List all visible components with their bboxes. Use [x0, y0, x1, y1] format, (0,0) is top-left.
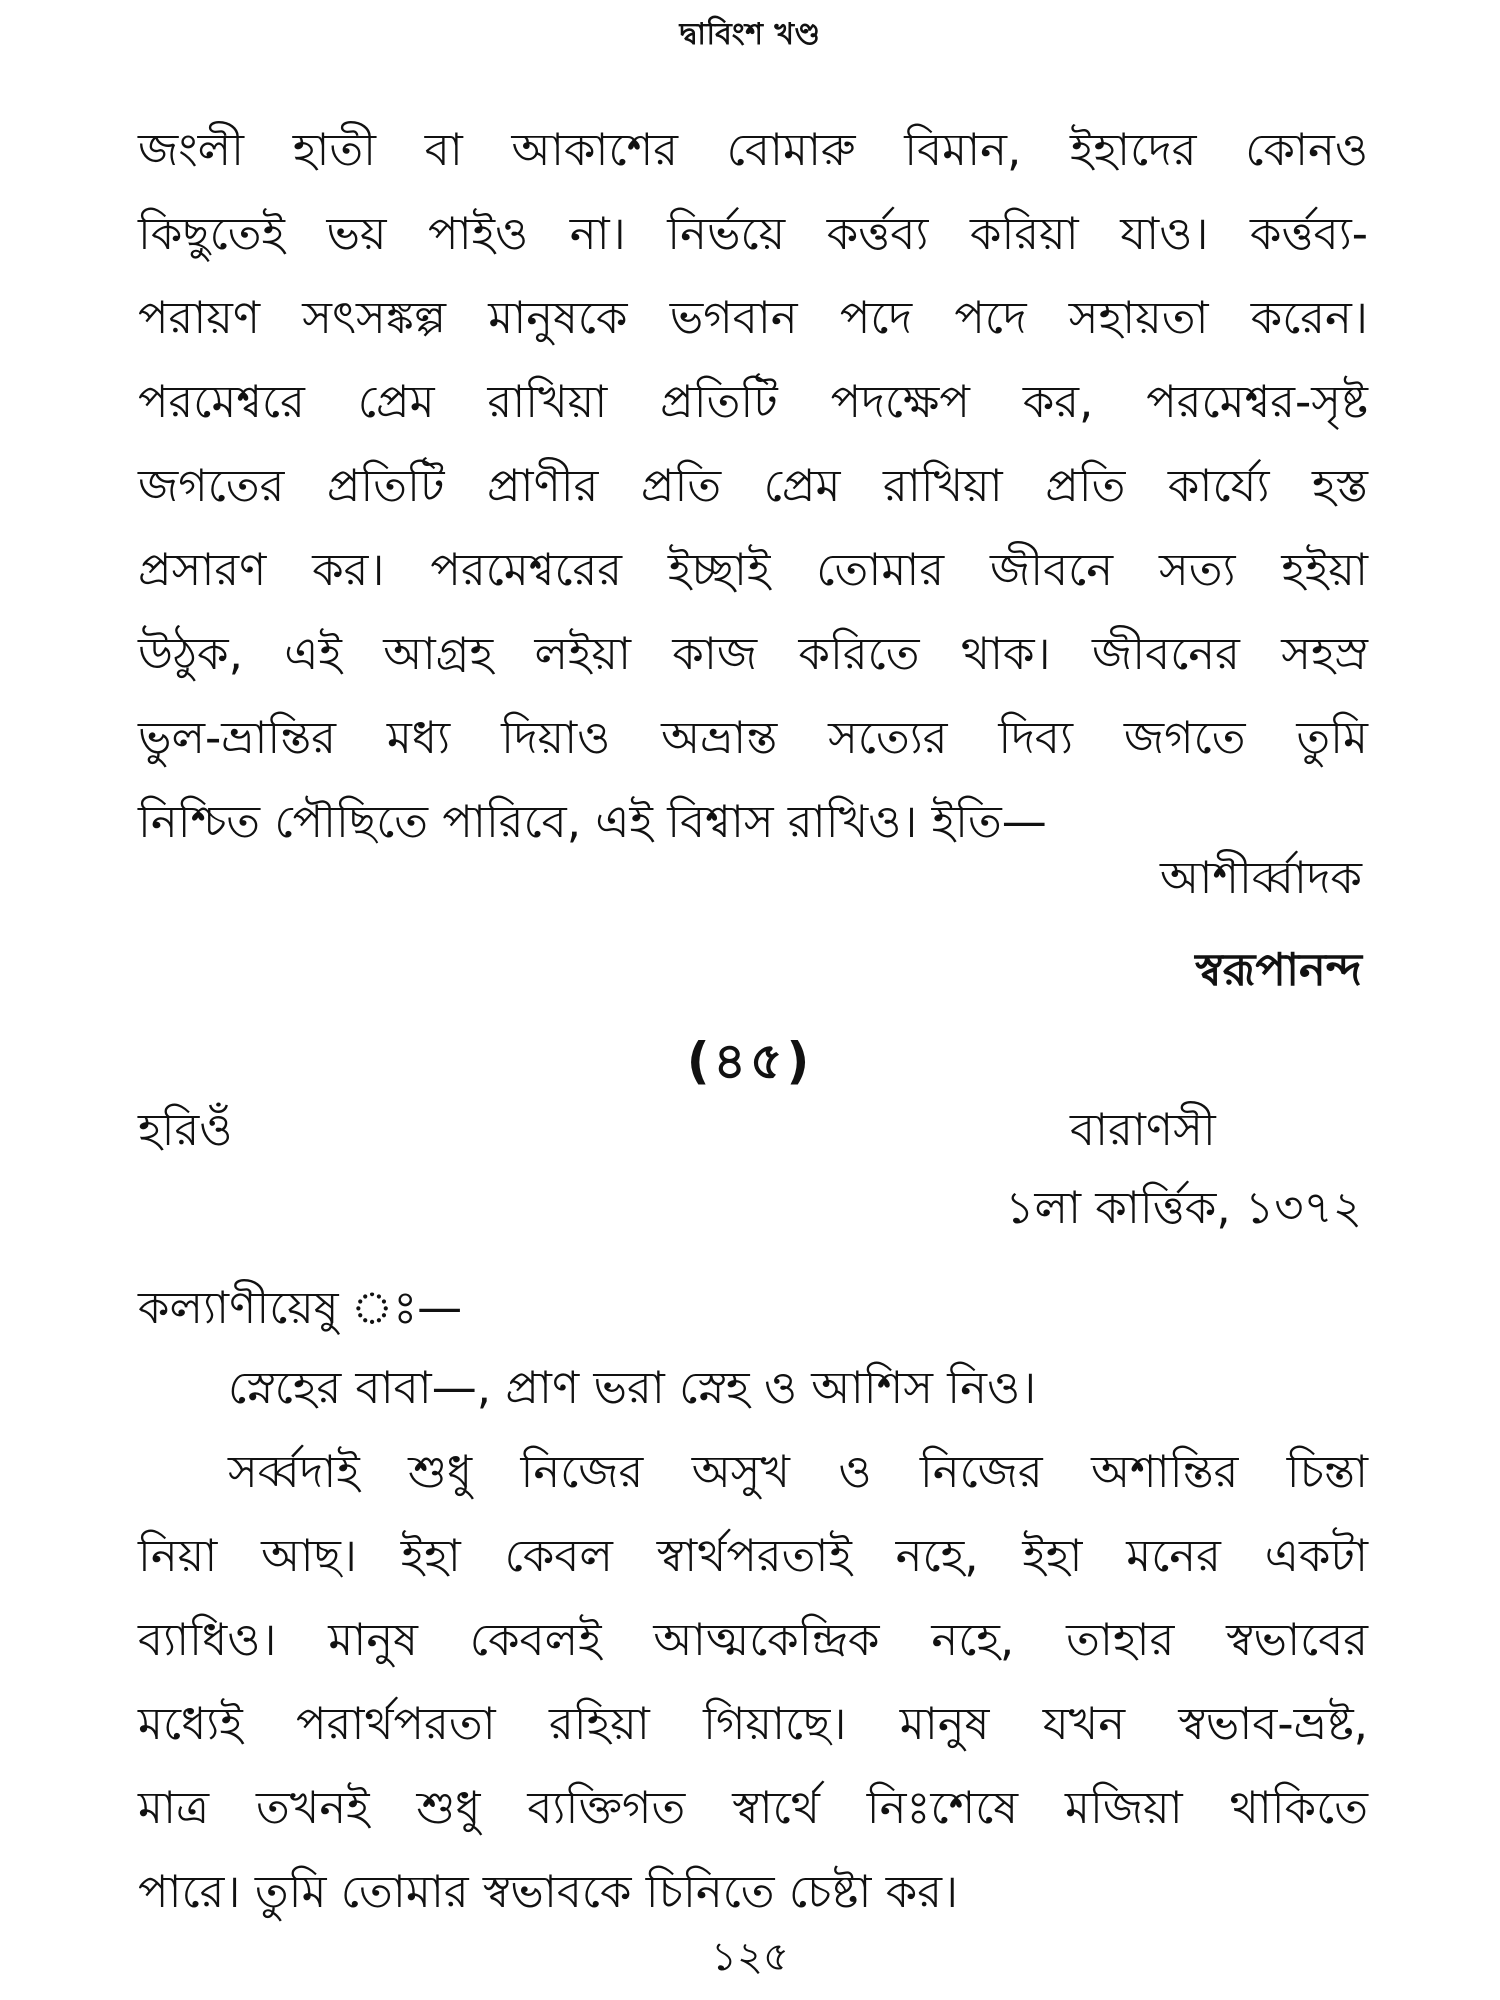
- text-line: পরমেশ্বরে প্রেম রাখিয়া প্রতিটি পদক্ষেপ কর, পরমেশ্বর-সৃষ্ট: [138, 375, 1368, 428]
- text-line: ব্যাধিও। মানুষ কেবলই আত্মকেন্দ্রিক নহে, তাহার স্বভাবের: [138, 1613, 1368, 1666]
- page-number: ১২৫: [711, 1934, 789, 1980]
- text-line: জংলী হাতী বা আকাশের বোমারু বিমান, ইহাদের কোনও: [138, 123, 1368, 176]
- signature-name: স্বরূপানন্দ: [1195, 943, 1362, 996]
- text-line: উঠুক, এই আগ্রহ লইয়া কাজ করিতে থাক। জীবনের সহস্র: [138, 627, 1368, 680]
- text-line: কিছুতেই ভয় পাইও না। নির্ভয়ে কর্ত্তব্য করিয়া যাও। কর্ত্তব্য-: [138, 207, 1368, 260]
- text-line: সর্ব্বদাই শুধু নিজের অসুখ ও নিজের অশান্তির চিন্তা: [228, 1445, 1368, 1498]
- text-line: জগতের প্রতিটি প্রাণীর প্রতি প্রেম রাখিয়া প্রতি কার্য্যে হস্ত: [138, 459, 1368, 512]
- letter-number-heading: (৪৫): [686, 1032, 814, 1090]
- text-line: স্নেহের বাবা—, প্রাণ ভরা স্নেহ ও আশিস নিও।: [228, 1361, 1037, 1414]
- letter-address: কল্যাণীয়েষু ঃ—: [138, 1281, 463, 1334]
- text-line: নিয়া আছ। ইহা কেবল স্বার্থপরতাই নহে, ইহা মনের একটা: [138, 1529, 1368, 1582]
- text-line: ভুল-ভ্রান্তির মধ্য দিয়াও অভ্রান্ত সত্যের দিব্য জগতে তুমি: [138, 711, 1368, 764]
- text-line: নিশ্চিত পৌছিতে পারিবে, এই বিশ্বাস রাখিও। ইতি—: [138, 795, 1047, 848]
- signature-label: আশীর্ব্বাদক: [1159, 851, 1362, 904]
- letter-45-body: [138, 1346, 1368, 1934]
- letter-place: বারাণসী: [1070, 1103, 1216, 1156]
- text-line: মাত্র তখনই শুধু ব্যক্তিগত স্বার্থে নিঃশেষে মজিয়া থাকিতে: [138, 1781, 1368, 1834]
- text-line: প্রসারণ কর। পরমেশ্বরের ইচ্ছাই তোমার জীবনে সত্য হইয়া: [138, 543, 1368, 596]
- text-line: পরায়ণ সৎসঙ্কল্প মানুষকে ভগবান পদে পদে সহায়তা করেন।: [138, 291, 1368, 344]
- opening-invocation: হরিওঁ: [138, 1103, 233, 1156]
- running-head-title: দ্বাবিংশ খণ্ড: [679, 17, 821, 52]
- text-line: পারে। তুমি তোমার স্বভাবকে চিনিতে চেষ্টা কর।: [138, 1865, 959, 1918]
- letter-date: ১লা কার্ত্তিক, ১৩৭২: [1005, 1181, 1362, 1234]
- text-line: মধ্যেই পরার্থপরতা রহিয়া গিয়াছে। মানুষ যখন স্বভাব-ভ্রষ্ট,: [138, 1697, 1368, 1750]
- letter-44-closing-paragraph: [138, 108, 1368, 864]
